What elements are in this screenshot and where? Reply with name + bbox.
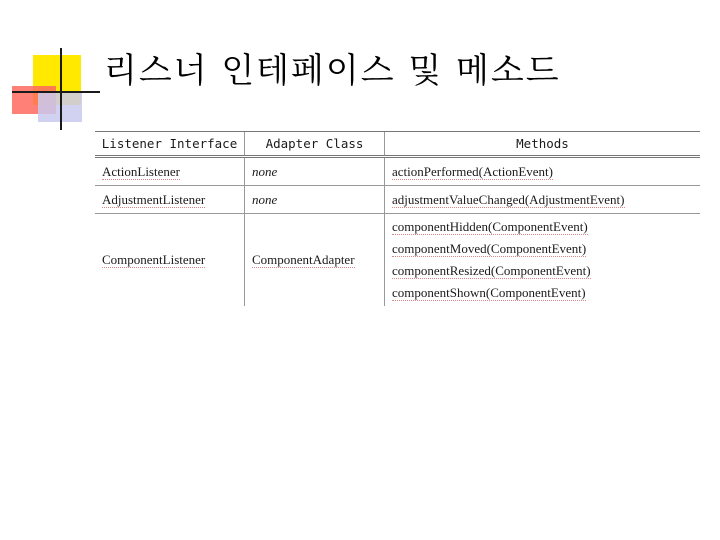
decor-horizontal-line [12,91,100,93]
method-name: componentResized(ComponentEvent) [392,263,591,278]
table-row [95,186,700,214]
method-name: componentShown(ComponentEvent) [392,285,586,300]
method-name: adjustmentValueChanged(AdjustmentEvent) [392,191,625,207]
cell-methods [385,157,701,186]
method-name: componentMoved(ComponentEvent) [392,241,587,256]
slide-title: 리스너 인테페이스 및 메소드 [104,51,561,91]
header-adapter-class: Adapter Class [245,132,385,157]
cell-interface [95,214,245,307]
table-row [95,157,700,186]
decor-vertical-line [60,48,62,130]
listener-table [95,131,700,306]
method-item [392,238,693,260]
interface-name: ActionListener [102,163,180,179]
method-item [392,282,693,304]
cell-methods [385,214,701,307]
cell-interface [95,186,245,214]
adapter-name: none [252,191,278,207]
method-item [392,216,693,238]
table-row [95,214,700,307]
cell-interface [95,157,245,186]
adapter-name: none [252,163,278,179]
cell-adapter [245,214,385,307]
interface-name: ComponentListener [102,252,206,267]
header-listener-interface: Listener Interface [95,132,245,157]
method-name: actionPerformed(ActionEvent) [392,163,553,179]
method-item [392,260,693,282]
cell-adapter [245,157,385,186]
header-methods: Methods [385,132,701,157]
adapter-name: ComponentAdapter [252,252,355,267]
interface-name: AdjustmentListener [102,191,206,207]
method-name: componentHidden(ComponentEvent) [392,219,588,234]
cell-adapter [245,186,385,214]
cell-methods [385,186,701,214]
table-header-row [95,132,700,157]
